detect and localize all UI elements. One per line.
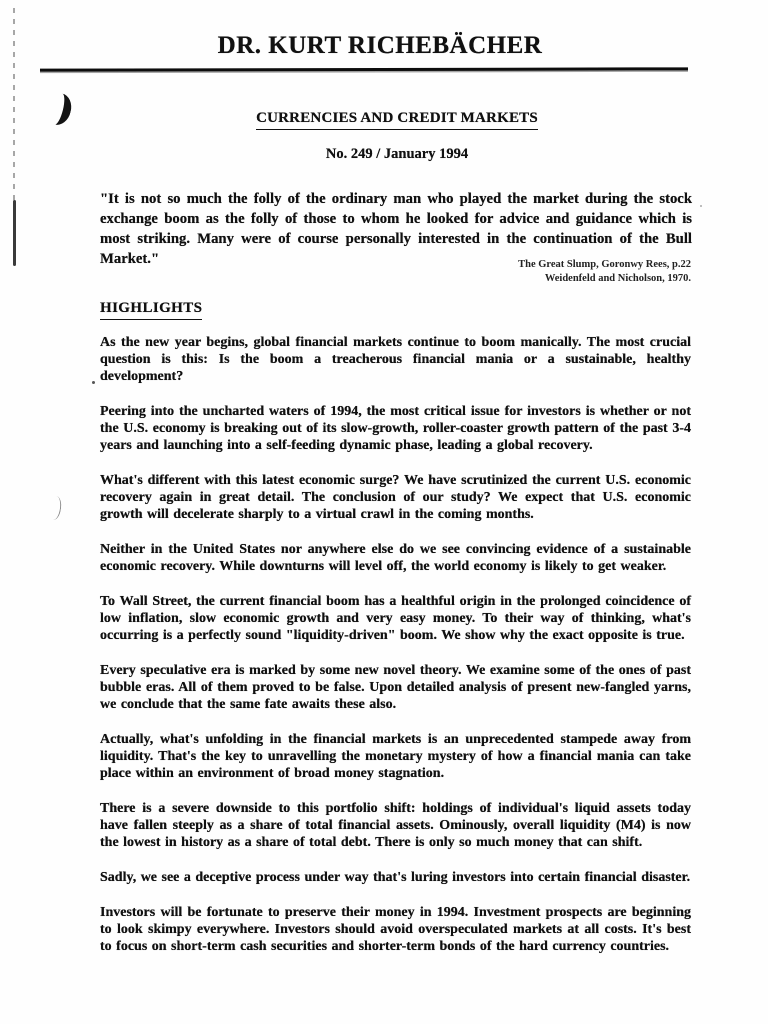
scan-speck	[92, 381, 95, 384]
attribution-publisher: Weidenfeld and Nicholson, 1970.	[544, 273, 691, 284]
body-paragraph: To Wall Street, the current financial boom has a healthful origin in the prolonged coincidence of low inflation, slow economic growth and very easy money. To their way of thinking, what's occurring is a perfectly sound "liquidity-driven" boom. We show why the exact opposite is true.	[100, 594, 691, 643]
attribution-source: The Great Slump, Goronwy Rees, p.22	[518, 259, 691, 270]
body-paragraph: There is a severe downside to this portfolio shift: holdings of individual's liquid assets today have fallen steeply as a share of total financial assets. Ominously, overall liquidity (M4) is now the lowest in history as a share of total debt. There is only so much money that can shift.	[100, 801, 691, 850]
publication-title	[0, 110, 768, 130]
body-paragraph: Investors will be fortunate to preserve their money in 1994. Investment prospects are beginning to look skimpy everywhere. Investors should avoid overspeculated markets at all costs. It's best to focus on short-term cash securities and shorter-term bonds of the hard currency countries.	[100, 905, 691, 954]
section-heading-text: HIGHLIGHTS	[100, 300, 202, 320]
section-heading	[100, 300, 202, 320]
body-paragraph: What's different with this latest economic surge? We have scrutinized the current U.S. economic recovery again in great detail. The conclusion of our study? We expect that U.S. economic growth will decelerate sharply to a virtual crawl in the coming months.	[100, 473, 691, 522]
masthead-rule	[40, 67, 688, 71]
issue-number: No. 249 / January 1994	[325, 146, 469, 162]
body-paragraph: Sadly, we see a deceptive process under way that's luring investors into certain financial disaster.	[100, 870, 691, 885]
body-paragraph: Peering into the uncharted waters of 1994, the most critical issue for investors is whether or not the U.S. economy is breaking out of its slow-growth, roller-coaster growth pattern of the past 3-4 years and launching into a self-feeding dynamic phase, leading a global recovery.	[100, 404, 691, 453]
epigraph-quote: "It is not so much the folly of the ordinary man who played the market during the stock exchange boom as the folly of those to whom he looked for advice and guidance which is most striking. Many were of course personally interested in the continuation of the Bull Market."	[100, 191, 692, 267]
scan-artifact-solid-line	[13, 200, 16, 266]
scan-artifact-thin-crescent	[47, 495, 62, 520]
quote-attribution	[100, 258, 691, 286]
body-paragraph: Neither in the United States nor anywhere else do we see convincing evidence of a sustainable economic recovery. While downturns will level off, the world economy is likely to get weaker.	[100, 542, 691, 574]
body-paragraph: As the new year begins, global financial markets continue to boom manically. The most crucial question is this: Is the boom a treacherous financial mania or a sustainable, healthy development?	[100, 335, 691, 384]
publication-title-text: CURRENCIES AND CREDIT MARKETS	[256, 110, 538, 130]
masthead-title: DR. KURT RICHEBÄCHER	[217, 32, 543, 59]
scan-speck	[700, 205, 702, 207]
body-text	[100, 334, 691, 973]
body-paragraph: Every speculative era is marked by some new novel theory. We examine some of the ones of past bubble eras. All of them proved to be false. Upon detailed analysis of present new-fangled yarns, we conclude that the same fate awaits these also.	[100, 663, 691, 712]
body-paragraph: Actually, what's unfolding in the financial markets is an unprecedented stampede away from liquidity. That's the key to unravelling the monetary mystery of how a financial mania can take place within an environment of broad money stagnation.	[100, 732, 691, 781]
